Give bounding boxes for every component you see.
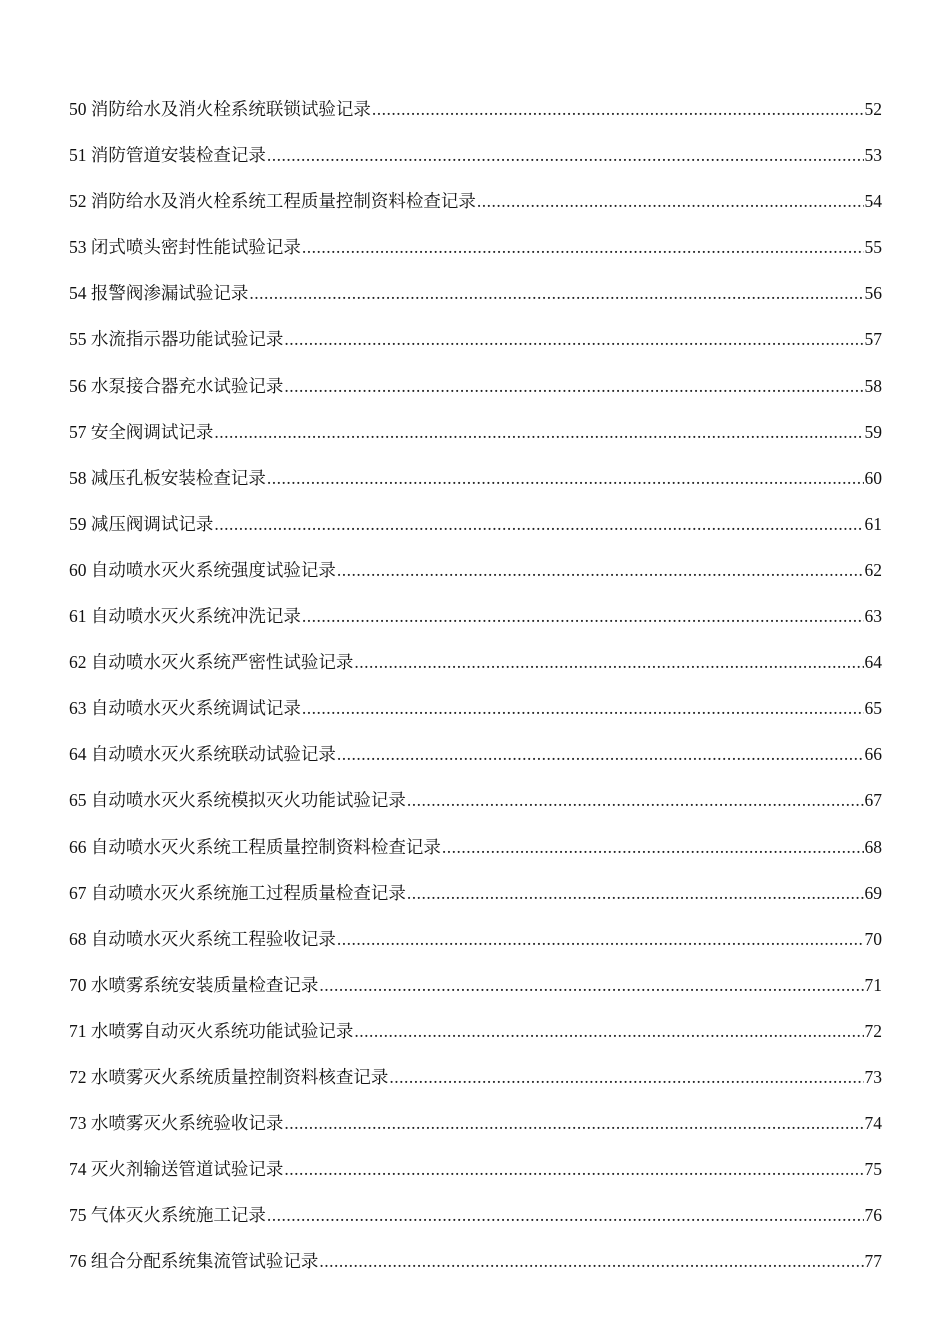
toc-dot-leader bbox=[389, 1059, 863, 1095]
toc-dot-leader bbox=[284, 1105, 863, 1141]
toc-dot-leader bbox=[249, 275, 863, 311]
toc-entry-title: 76 组合分配系统集流管试验记录 bbox=[69, 1251, 319, 1272]
toc-entry-title: 50 消防给水及消火栓系统联锁试验记录 bbox=[69, 99, 371, 119]
toc-dot-leader bbox=[267, 460, 864, 496]
toc-dot-leader bbox=[302, 229, 864, 265]
toc-entry[interactable] bbox=[69, 644, 882, 690]
toc-entry-title: 75 气体灭火系统施工记录 bbox=[69, 1205, 266, 1226]
toc-page-number: 56 bbox=[864, 283, 882, 304]
toc-dot-leader bbox=[442, 829, 864, 865]
toc-dot-leader bbox=[372, 91, 864, 127]
toc-entry[interactable] bbox=[69, 829, 882, 875]
toc-dot-leader bbox=[284, 368, 863, 404]
toc-page-number: 58 bbox=[864, 375, 882, 396]
toc-entry-title: 54 报警阀渗漏试验记录 bbox=[69, 283, 249, 304]
toc-page-number: 64 bbox=[864, 652, 882, 673]
toc-page-number: 66 bbox=[864, 744, 882, 765]
toc-page-number: 72 bbox=[864, 1020, 882, 1041]
toc-dot-leader bbox=[319, 967, 863, 1003]
toc-entry[interactable] bbox=[69, 460, 882, 506]
toc-dot-leader bbox=[407, 875, 864, 911]
toc-page-number: 70 bbox=[864, 928, 882, 949]
toc-page-number: 61 bbox=[864, 513, 882, 534]
toc-page-number: 63 bbox=[864, 606, 882, 627]
toc-dot-leader bbox=[337, 921, 864, 957]
toc-entry-title: 65 自动喷水灭火系统模拟灭火功能试验记录 bbox=[69, 790, 406, 811]
toc-entry[interactable] bbox=[69, 229, 882, 275]
toc-entry[interactable] bbox=[69, 275, 882, 321]
toc-page-number: 68 bbox=[864, 836, 882, 857]
toc-entry[interactable] bbox=[69, 368, 882, 414]
toc-entry[interactable] bbox=[69, 782, 882, 828]
toc-page-number: 76 bbox=[864, 1205, 882, 1226]
toc-entry-title: 72 水喷雾灭火系统质量控制资料核查记录 bbox=[69, 1066, 389, 1087]
toc-dot-leader bbox=[354, 644, 863, 680]
toc-entry[interactable] bbox=[69, 414, 882, 460]
toc-entry[interactable] bbox=[69, 183, 882, 229]
toc-dot-leader bbox=[284, 1151, 863, 1187]
toc-page-number: 67 bbox=[864, 790, 882, 811]
toc-entry-title: 73 水喷雾灭火系统验收记录 bbox=[69, 1113, 284, 1134]
toc-page-number: 75 bbox=[864, 1159, 882, 1180]
toc-entry[interactable] bbox=[69, 1151, 882, 1197]
toc-entry[interactable] bbox=[69, 1105, 882, 1151]
toc-entry[interactable] bbox=[69, 875, 882, 921]
toc-entry-title: 66 自动喷水灭火系统工程质量控制资料检查记录 bbox=[69, 836, 441, 857]
toc-entry-title: 55 水流指示器功能试验记录 bbox=[69, 329, 284, 350]
toc-entry-title: 62 自动喷水灭火系统严密性试验记录 bbox=[69, 652, 354, 673]
toc-dot-leader bbox=[477, 183, 864, 219]
toc-entry[interactable] bbox=[69, 921, 882, 967]
toc-entry[interactable] bbox=[69, 736, 882, 782]
toc-entry-title: 57 安全阀调试记录 bbox=[69, 421, 214, 442]
toc-entry-title: 60 自动喷水灭火系统强度试验记录 bbox=[69, 559, 336, 580]
toc-dot-leader bbox=[319, 1243, 863, 1279]
toc-page-number: 60 bbox=[864, 467, 882, 488]
toc-dot-leader bbox=[267, 1197, 864, 1233]
toc-dot-leader bbox=[284, 321, 863, 357]
table-of-contents bbox=[69, 91, 882, 1289]
toc-page-number: 77 bbox=[864, 1251, 882, 1272]
toc-entry[interactable] bbox=[69, 1013, 882, 1059]
toc-page-number: 55 bbox=[864, 237, 882, 258]
toc-page-number: 57 bbox=[864, 329, 882, 350]
toc-entry[interactable] bbox=[69, 690, 882, 736]
toc-entry[interactable] bbox=[69, 91, 882, 137]
toc-page-number: 74 bbox=[864, 1113, 882, 1134]
toc-entry[interactable] bbox=[69, 1059, 882, 1105]
toc-page-number: 62 bbox=[864, 559, 882, 580]
toc-entry-title: 71 水喷雾自动灭火系统功能试验记录 bbox=[69, 1020, 354, 1041]
toc-dot-leader bbox=[302, 598, 864, 634]
toc-page-number: 65 bbox=[864, 698, 882, 719]
toc-entry-title: 68 自动喷水灭火系统工程验收记录 bbox=[69, 928, 336, 949]
toc-entry[interactable] bbox=[69, 598, 882, 644]
toc-entry[interactable] bbox=[69, 1243, 882, 1289]
toc-entry-title: 51 消防管道安装检查记录 bbox=[69, 145, 266, 166]
toc-dot-leader bbox=[407, 782, 864, 818]
toc-entry-title: 53 闭式喷头密封性能试验记录 bbox=[69, 237, 301, 258]
toc-entry-title: 64 自动喷水灭火系统联动试验记录 bbox=[69, 744, 336, 765]
toc-entry-title: 70 水喷雾系统安装质量检查记录 bbox=[69, 974, 319, 995]
toc-entry-title: 58 减压孔板安装检查记录 bbox=[69, 467, 266, 488]
toc-page-number: 59 bbox=[864, 421, 882, 442]
toc-dot-leader bbox=[354, 1013, 863, 1049]
toc-dot-leader bbox=[267, 137, 864, 173]
toc-entry-title: 63 自动喷水灭火系统调试记录 bbox=[69, 698, 301, 719]
toc-entry-title: 59 减压阀调试记录 bbox=[69, 513, 214, 534]
toc-dot-leader bbox=[337, 552, 864, 588]
toc-page-number: 53 bbox=[864, 145, 882, 166]
toc-entry-title: 67 自动喷水灭火系统施工过程质量检查记录 bbox=[69, 882, 406, 903]
toc-dot-leader bbox=[337, 736, 864, 772]
toc-entry[interactable] bbox=[69, 137, 882, 183]
toc-entry[interactable] bbox=[69, 506, 882, 552]
toc-dot-leader bbox=[214, 414, 863, 450]
toc-page-number: 69 bbox=[864, 882, 882, 903]
toc-page-number: 54 bbox=[864, 191, 882, 212]
toc-entry-title: 52 消防给水及消火栓系统工程质量控制资料检查记录 bbox=[69, 191, 476, 212]
toc-entry[interactable] bbox=[69, 1197, 882, 1243]
toc-entry[interactable] bbox=[69, 552, 882, 598]
toc-page-number: 73 bbox=[864, 1066, 882, 1087]
toc-entry-title: 61 自动喷水灭火系统冲洗记录 bbox=[69, 606, 301, 627]
toc-page-number: 71 bbox=[864, 974, 882, 995]
toc-page-number: 52 bbox=[864, 99, 882, 119]
toc-entry-title: 56 水泵接合器充水试验记录 bbox=[69, 375, 284, 396]
toc-dot-leader bbox=[302, 690, 864, 726]
toc-entry-title: 74 灭火剂输送管道试验记录 bbox=[69, 1159, 284, 1180]
toc-entry[interactable] bbox=[69, 321, 882, 367]
toc-dot-leader bbox=[214, 506, 863, 542]
toc-entry[interactable] bbox=[69, 967, 882, 1013]
